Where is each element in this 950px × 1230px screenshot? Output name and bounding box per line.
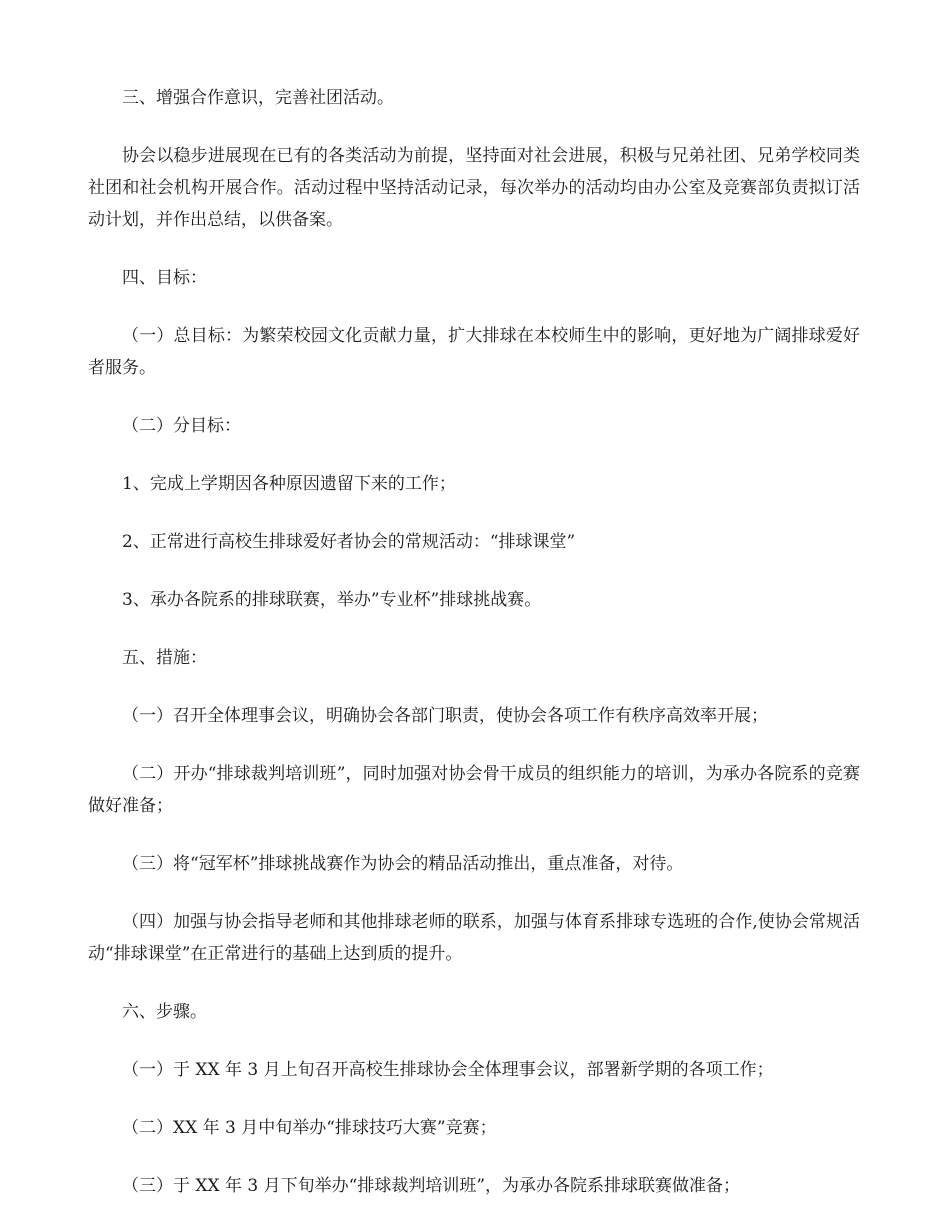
step-item: （二）XX 年 3 月中旬举办“排球技巧大赛”竞赛； (122, 1118, 497, 1138)
measure-item: （一）召开全体理事会议，明确协会各部门职责，使协会各项工作有秩序高效率开展； (122, 706, 768, 726)
measure-item: （三）将“冠军杯”排球挑战赛作为协会的精品活动推出，重点准备，对待。 (122, 854, 684, 874)
goal-sub-heading: （二）分目标： (122, 416, 241, 436)
section-heading-4: 四、目标： (122, 268, 207, 288)
step-item: （一）于 XX 年 3 月上旬召开高校生排球协会全体理事会议，部署新学期的各项工作； (122, 1060, 774, 1080)
body-paragraph: 协会以稳步进展现在已有的各类活动为前提，坚持面对社会进展，积极与兄弟社团、兄弟学校同类社团和社会机构开展合作。活动过程中坚持活动记录，每次举办的活动均由办公室及竞赛部负责拟订活动计划，并作出总结，以供备案。 (88, 146, 860, 230)
section-heading-5: 五、措施： (122, 648, 207, 668)
document-body (88, 82, 860, 1228)
measure-item: （二）开办“排球裁判培训班”，同时加强对协会骨干成员的组织能力的培训，为承办各院系的竞赛做好准备； (88, 764, 860, 816)
list-item: 1、完成上学期因各种原因遗留下来的工作； (122, 474, 456, 494)
measure-item: （四）加强与协会指导老师和其他排球老师的联系，加强与体育系排球专选班的合作,使协会常规活动“排球课堂”在正常进行的基础上达到质的提升。 (88, 912, 860, 964)
list-item: 2、正常进行高校生排球爱好者协会的常规活动：“排球课堂” (122, 532, 576, 552)
goal-overall: （一）总目标：为繁荣校园文化贡献力量，扩大排球在本校师生中的影响，更好地为广阔排球爱好者服务。 (88, 326, 860, 378)
list-item: 3、承办各院系的排球联赛，举办”专业杯”排球挑战赛。 (122, 590, 542, 610)
section-heading-3: 三、增强合作意识，完善社团活动。 (122, 88, 394, 108)
step-item: （三）于 XX 年 3 月下旬举办“排球裁判培训班”，为承办各院系排球联赛做准备； (122, 1176, 741, 1196)
section-heading-6: 六、步骤。 (122, 1002, 207, 1022)
